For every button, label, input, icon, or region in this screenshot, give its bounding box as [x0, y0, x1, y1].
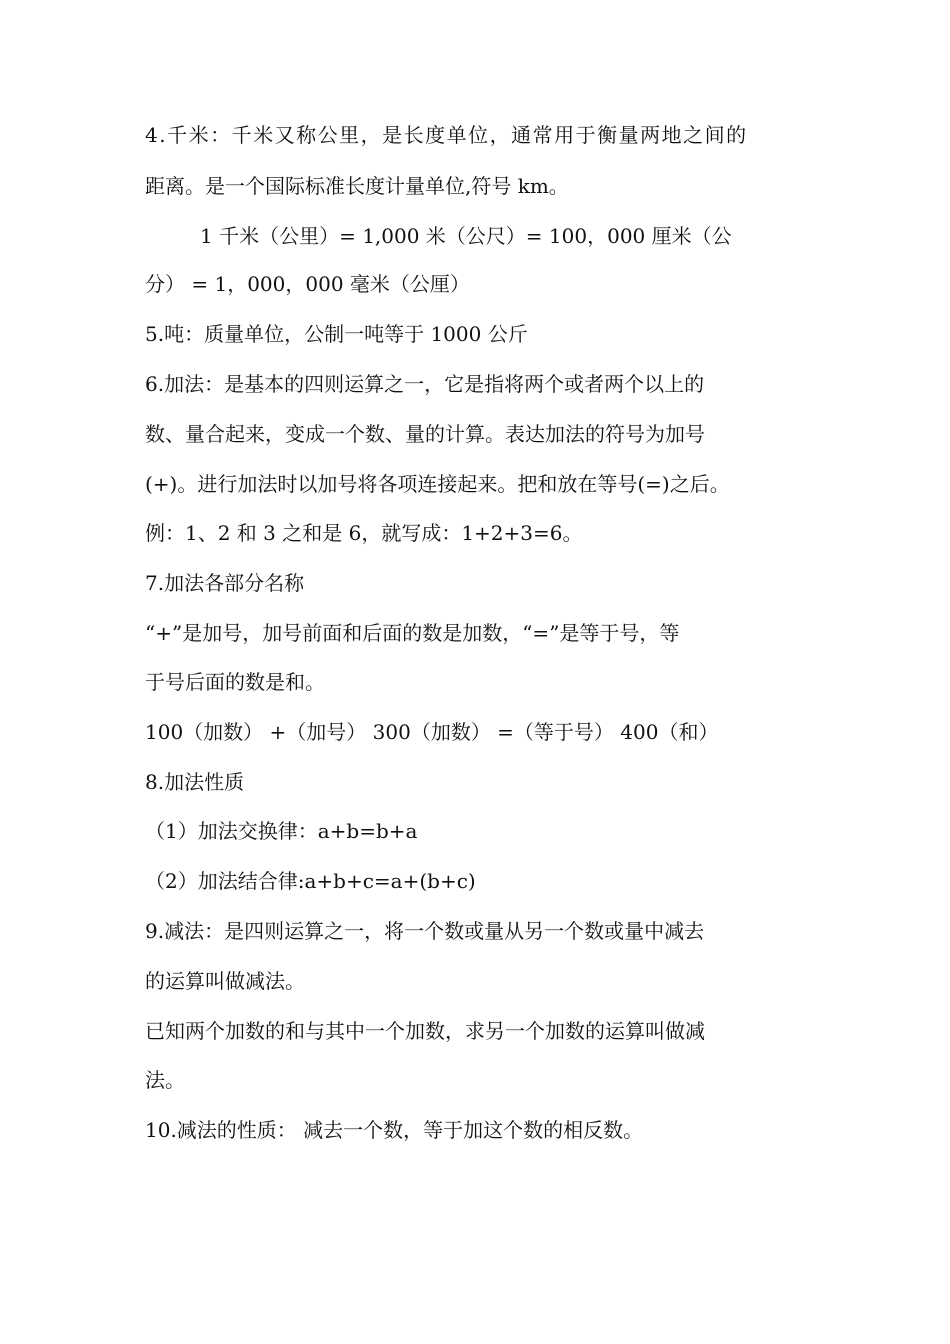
text-line: 已知两个加数的和与其中一个加数，求另一个加数的运算叫做减 [145, 1019, 705, 1043]
text-line: (+)。进行加法时以加号将各项连接起来。把和放在等号(=)之后。 [145, 472, 730, 496]
text-line: 分） = 1，000，000 毫米（公厘） [145, 272, 470, 296]
text-line: 6.加法：是基本的四则运算之一，它是指将两个或者两个以上的 [145, 372, 705, 396]
text-line: 法。 [145, 1068, 185, 1092]
text-line: 9.减法：是四则运算之一，将一个数或量从另一个数或量中减去 [145, 919, 705, 943]
text-line: 4.千米：千米又称公里，是长度单位，通常用于衡量两地之间的 [145, 123, 748, 147]
text-line: 7.加法各部分名称 [145, 571, 305, 595]
text-line: （1）加法交换律：a+b=b+a [145, 819, 418, 843]
text-line: 10.减法的性质： 减去一个数，等于加这个数的相反数。 [145, 1118, 644, 1142]
text-line: 1 千米（公里）= 1,000 米（公尺）= 100，000 厘米（公 [200, 224, 732, 248]
text-line: （2）加法结合律:a+b+c=a+(b+c) [145, 869, 476, 893]
text-line: 例：1、2 和 3 之和是 6，就写成：1+2+3=6。 [145, 521, 583, 545]
text-line: 8.加法性质 [145, 770, 245, 794]
text-line: “+”是加号，加号前面和后面的数是加数，“=”是等于号，等 [145, 621, 680, 645]
text-line: 数、量合起来，变成一个数、量的计算。表达加法的符号为加号 [145, 422, 705, 446]
text-line: 距离。是一个国际标准长度计量单位,符号 km。 [145, 174, 569, 198]
text-line: 5.吨：质量单位，公制一吨等于 1000 公斤 [145, 322, 528, 346]
text-line: 100（加数） +（加号） 300（加数） =（等于号） 400（和） [145, 720, 719, 744]
text-line: 的运算叫做减法。 [145, 969, 305, 993]
text-line: 于号后面的数是和。 [145, 670, 325, 694]
